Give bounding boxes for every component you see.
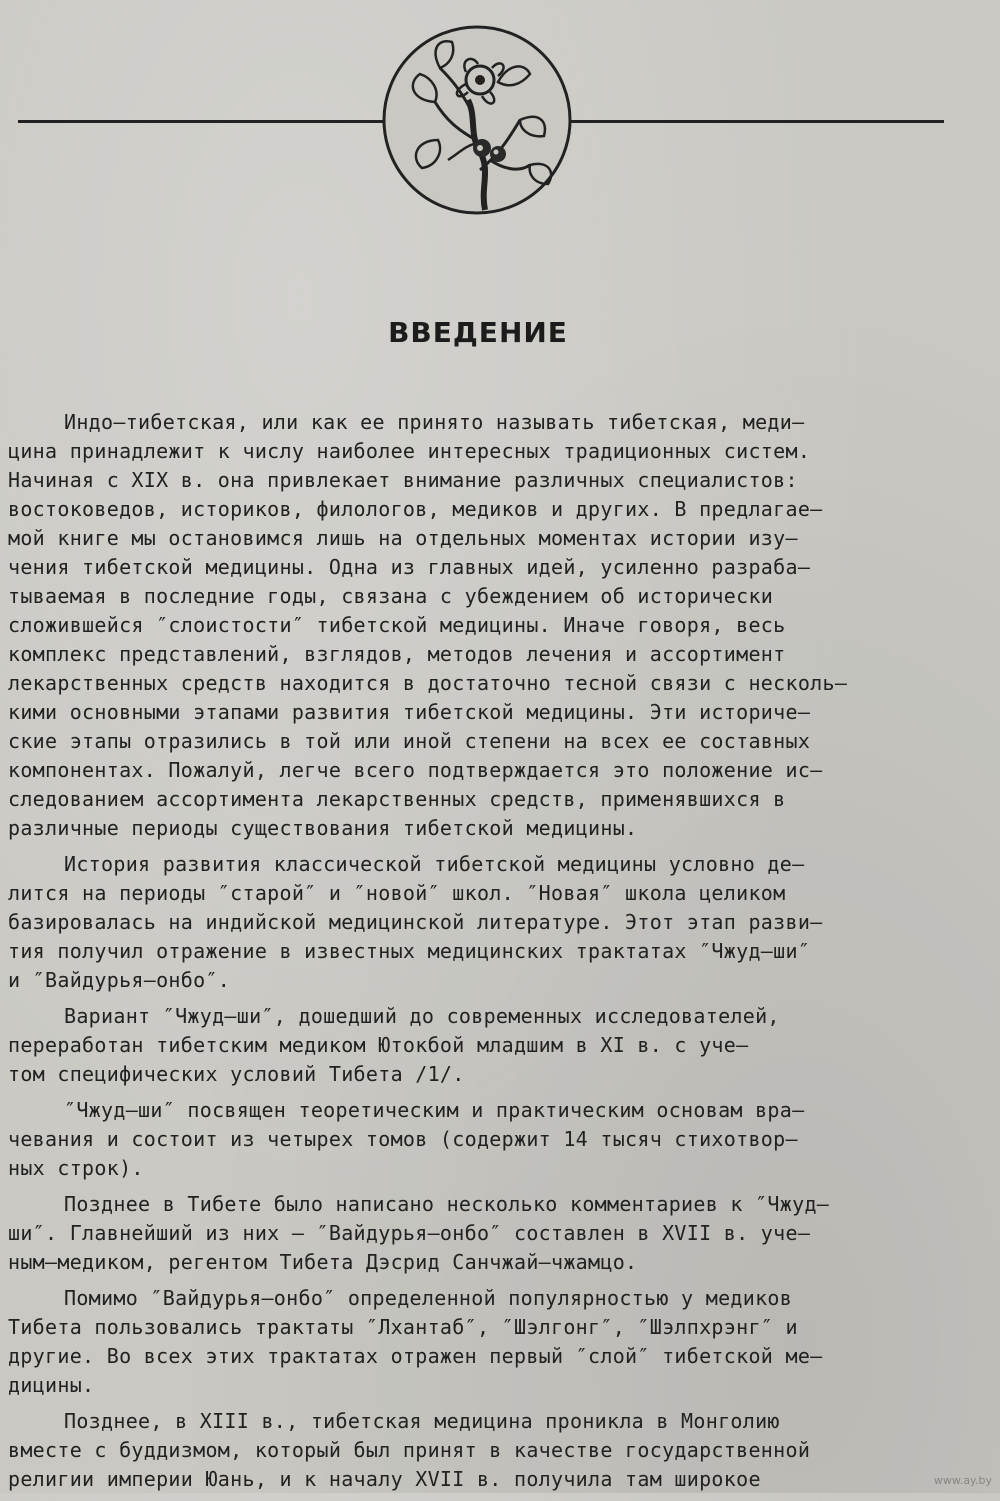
text-line: мой книге мы остановимся лишь на отдельных моментах истории изу– <box>8 526 798 550</box>
text-line: Помимо ″Вайдурья–онбо″ определенной популярностью у медиков <box>64 1286 793 1310</box>
text-line: базировалась на индийской медицинской литературе. Этот этап разви– <box>8 910 823 934</box>
paragraph <box>8 850 968 995</box>
text-line: Индо–тибетская, или как ее принято называть тибетская, меди– <box>64 410 805 434</box>
text-line: ские этапы отразились в той или иной степени на всех ее составных <box>8 729 811 753</box>
text-line: следованием ассортимента лекарственных средств, применявшихся в <box>8 787 786 811</box>
text-line: кими основными этапами развития тибетской медицины. Эти историче– <box>8 700 811 724</box>
text-line: ши″. Главнейший из них – ″Вайдурья–онбо″ составлен в XVII в. уче– <box>8 1221 811 1245</box>
text-line: ных строк). <box>8 1156 144 1180</box>
text-line: лится на периоды ″старой″ и ″новой″ школ. ″Новая″ школа целиком <box>8 881 786 905</box>
text-line: Вариант ″Чжуд–ши″, дошедший до современных исследователей, <box>64 1004 780 1028</box>
text-line: лекарственных средств находится в достаточно тесной связи с несколь– <box>8 671 848 695</box>
text-line: вместе с буддизмом, который был принят в качестве государственной <box>8 1438 811 1462</box>
text-line: Тибета пользовались трактаты ″Лхантаб″, ″Шэлгонг″, ″Шэлпхрэнг″ и <box>8 1315 798 1339</box>
text-line: комплекс представлений, взглядов, методов лечения и ассортимент <box>8 642 786 666</box>
text-line: Начиная с XIX в. она привлекает внимание различных специалистов: <box>8 468 798 492</box>
paragraph <box>8 1002 968 1089</box>
text-line: цина принадлежит к числу наиболее интересных традиционных систем. <box>8 439 811 463</box>
text-line: компонентах. Пожалуй, легче всего подтверждается это положение ис– <box>8 758 823 782</box>
text-line: чевания и состоит из четырех томов (содержит 14 тысяч стихотвор– <box>8 1127 798 1151</box>
paragraph <box>8 1190 968 1277</box>
text-line: и ″Вайдурья–онбо″. <box>8 968 231 992</box>
text-line: дицины. <box>8 1373 95 1397</box>
watermark: www.ay.by <box>933 1474 992 1487</box>
text-line: востоковедов, историков, филологов, медиков и других. В предлагае– <box>8 497 823 521</box>
text-line: Позднее, в XIII в., тибетская медицина проникла в Монголию <box>64 1409 780 1433</box>
text-line: переработан тибетским медиком Ютокбой младшим в XI в. с уче– <box>8 1033 749 1057</box>
text-line: тываемая в последние годы, связана с убеждением об исторически <box>8 584 774 608</box>
paragraph <box>8 408 968 843</box>
text-line: История развития классической тибетской медицины условно де– <box>64 852 805 876</box>
floral-emblem-icon <box>380 20 575 220</box>
text-line: том специфических условий Тибета /1/. <box>8 1062 465 1086</box>
text-line: различные периоды существования тибетской медицины. <box>8 816 638 840</box>
text-line: ″Чжуд–ши″ посвящен теоретическим и практическим основам вра– <box>64 1098 805 1122</box>
text-line: Позднее в Тибете было написано несколько комментариев к ″Чжуд– <box>64 1192 830 1216</box>
paragraph <box>8 1407 968 1494</box>
text-line: религии империи Юань, и к началу XVII в. получила там широкое <box>8 1467 761 1491</box>
text-line: сложившейся ″слоистости″ тибетской медицины. Иначе говоря, весь <box>8 613 786 637</box>
paragraph <box>8 1284 968 1400</box>
paragraph <box>8 1096 968 1183</box>
text-line: чения тибетской медицины. Одна из главных идей, усиленно разраба– <box>8 555 811 579</box>
text-line: ным–медиком, регентом Тибета Дэсрид Санчжай–чжамцо. <box>8 1250 638 1274</box>
text-line: тия получил отражение в известных медицинских трактатах ″Чжуд–ши″ <box>8 939 811 963</box>
body-text <box>8 408 968 1501</box>
text-line: другие. Во всех этих трактатах отражен первый ″слой″ тибетской ме– <box>8 1344 823 1368</box>
chapter-title: ВВЕДЕНИЕ <box>388 316 568 349</box>
